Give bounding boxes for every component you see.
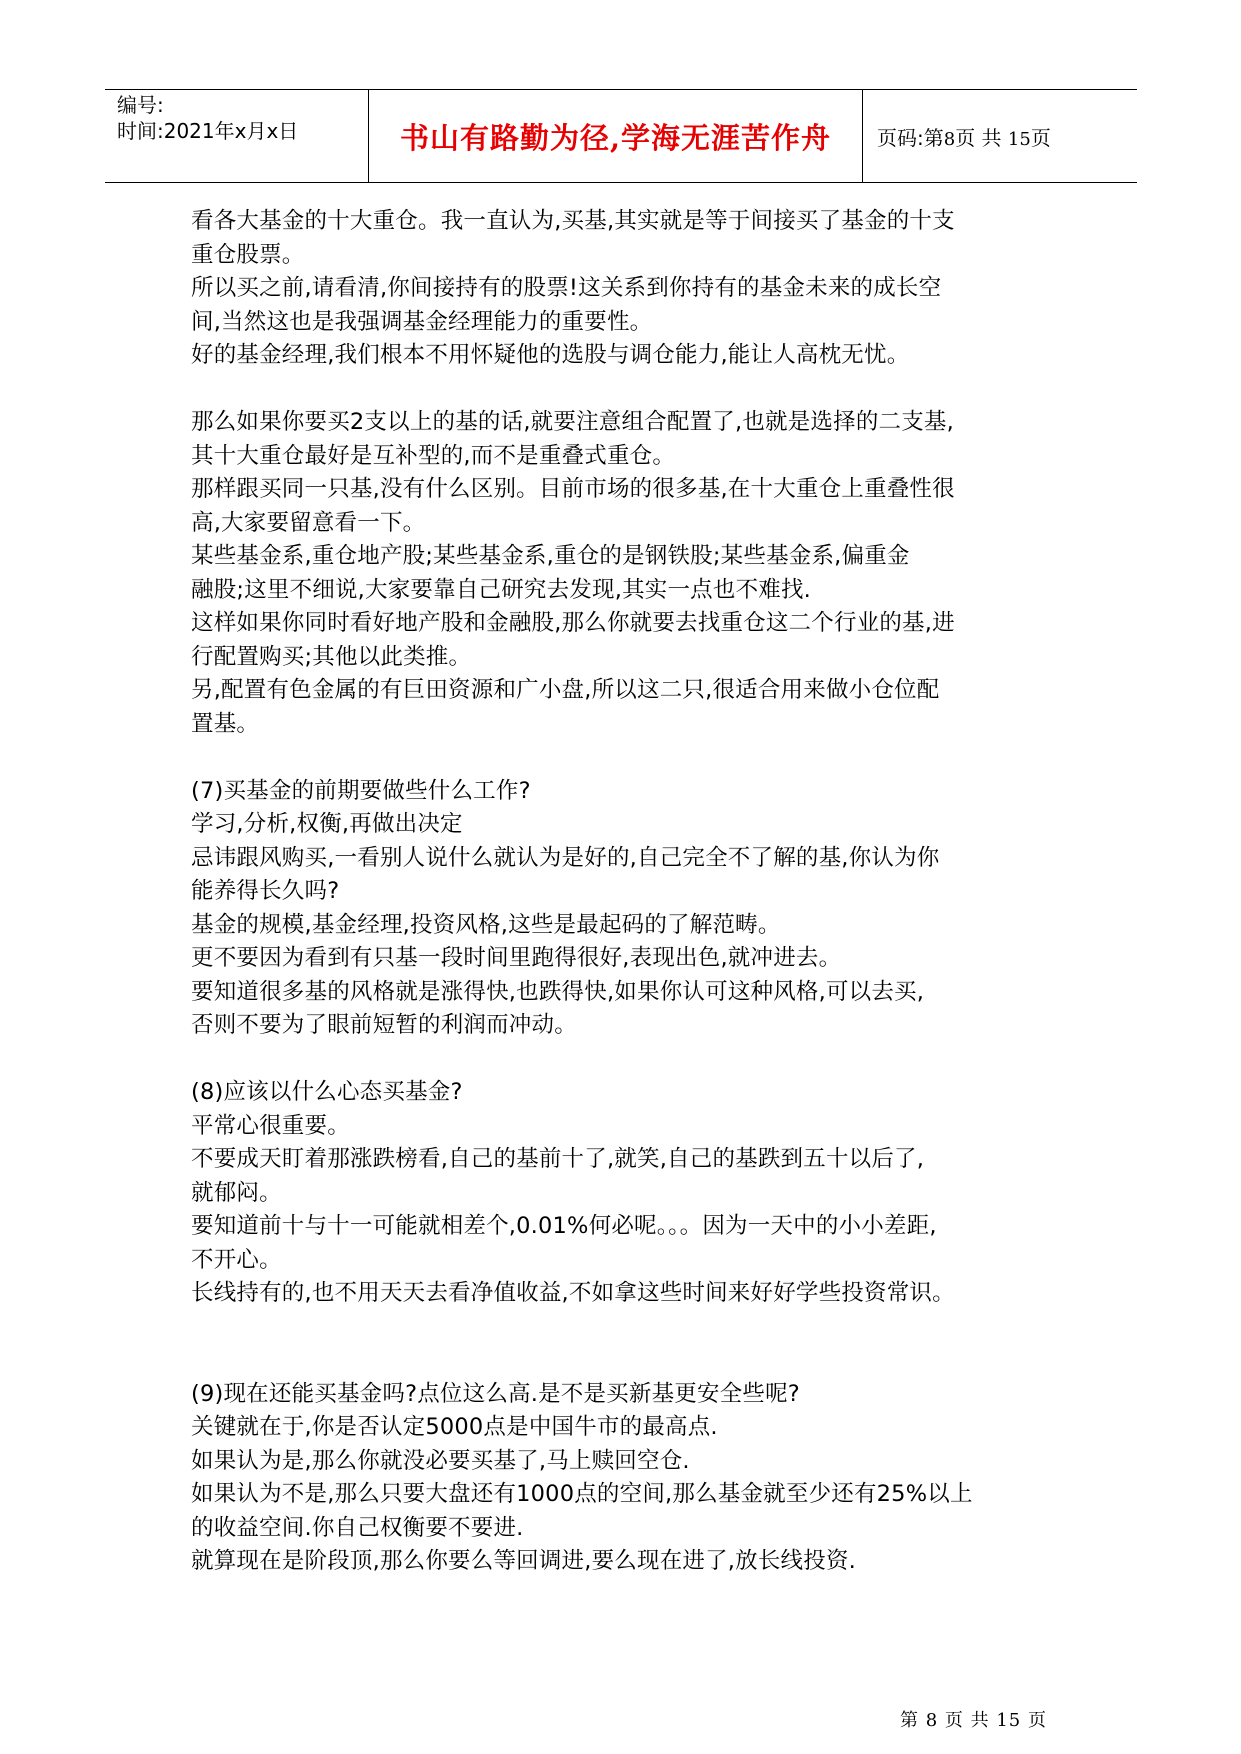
text-line: 这样如果你同时看好地产股和金融股,那么你就要去找重仓这二个行业的基,进 xyxy=(191,610,955,636)
text-line: 其十大重仓最好是互补型的,而不是重叠式重仓。 xyxy=(191,442,676,469)
page-mid: 页 共 xyxy=(955,126,1002,150)
text-line: 更不要因为看到有只基一段时间里跑得很好,表现出色,就冲进去。 xyxy=(191,945,842,971)
text-line: 平常心很重要。 xyxy=(191,1112,350,1139)
text-line: 如果认为是,那么你就没必要买基了,马上赎回空仓. xyxy=(191,1447,690,1474)
text-line: 否则不要为了眼前短暂的利润而冲动。 xyxy=(191,1012,577,1038)
text-line: (7)买基金的前期要做些什么工作? xyxy=(191,777,531,804)
header-motto-cell xyxy=(369,90,863,182)
text-line: 重仓股票。 xyxy=(191,241,305,268)
blank-line xyxy=(191,1043,1071,1077)
text-line: 能养得长久吗? xyxy=(191,878,340,904)
header-page-number xyxy=(877,125,1051,153)
text-line: 关键就在于,你是否认定5000点是中国牛市的最高点. xyxy=(191,1414,718,1440)
text-line: (9)现在还能买基金吗?点位这么高.是不是买新基更安全些呢? xyxy=(191,1380,800,1407)
text-line: 长线持有的,也不用天天去看净值收益,不如拿这些时间来好好学些投资常识。 xyxy=(191,1280,955,1306)
text-line: 行配置购买;其他以此类推。 xyxy=(191,643,472,670)
blank-line xyxy=(191,1344,1071,1378)
blank-line xyxy=(191,1311,1071,1345)
header-info-cell xyxy=(105,90,369,182)
page-total: 15 xyxy=(1007,129,1031,150)
text-line: 学习,分析,权衡,再做出决定 xyxy=(191,811,463,837)
text-line: 就算现在是阶段顶,那么你要么等回调进,要么现在进了,放长线投资. xyxy=(191,1548,857,1574)
text-line: 所以买之前,请看清,你间接持有的股票!这关系到你持有的基金未来的成长空 xyxy=(191,275,942,301)
page-footer: 第 8 页 共 15 页 xyxy=(900,1710,1047,1731)
text-line: 那样跟买同一只基,没有什么区别。目前市场的很多基,在十大重仓上重叠性很 xyxy=(191,476,955,502)
text-line: 就郁闷。 xyxy=(191,1179,282,1206)
blank-line xyxy=(191,741,1071,775)
text-line: 基金的规模,基金经理,投资风格,这些是最起码的了解范畴。 xyxy=(191,911,781,938)
header-page-cell xyxy=(863,90,1137,182)
text-line: 如果认为不是,那么只要大盘还有1000点的空间,那么基金就至少还有25%以上 xyxy=(191,1481,973,1507)
text-line: 高,大家要留意看一下。 xyxy=(191,509,426,536)
text-line: 要知道前十与十一可能就相差个,0.01%何必呢。。。因为一天中的小小差距, xyxy=(191,1213,937,1239)
text-line: 忌讳跟风购买,一看别人说什么就认为是好的,自己完全不了解的基,你认为你 xyxy=(191,844,940,871)
text-line: 融股;这里不细说,大家要靠自己研究去发现,其实一点也不难找. xyxy=(191,576,812,603)
header-motto: 书山有路勤为径,学海无涯苦作舟 xyxy=(399,121,832,155)
body-text xyxy=(191,205,1071,1579)
text-line: 不要成天盯着那涨跌榜看,自己的基前十了,就笑,自己的基跌到五十以后了, xyxy=(191,1146,925,1172)
blank-line xyxy=(191,373,1071,407)
text-line: 那么如果你要买2支以上的基的话,就要注意组合配置了,也就是选择的二支基, xyxy=(191,409,954,435)
text-line: 某些基金系,重仓地产股;某些基金系,重仓的是钢铁股;某些基金系,偏重金 xyxy=(191,543,910,569)
text-line: 好的基金经理,我们根本不用怀疑他的选股与调仓能力,能让人高枕无忧。 xyxy=(191,342,910,368)
text-line: 不开心。 xyxy=(191,1246,282,1273)
document-time-label: 时间:2021年x月x日 xyxy=(117,119,299,143)
text-line: 另,配置有色金属的有巨田资源和广小盘,所以这二只,很适合用来做小仓位配 xyxy=(191,677,940,703)
text-line: 置基。 xyxy=(191,710,260,737)
text-line: 间,当然这也是我强调基金经理能力的重要性。 xyxy=(191,308,653,335)
page-suffix: 页 xyxy=(1030,126,1051,150)
text-line: 看各大基金的十大重仓。我一直认为,买基,其实就是等于间接买了基金的十支 xyxy=(191,208,955,234)
document-number-label: 编号: xyxy=(117,93,164,117)
text-line: 要知道很多基的风格就是涨得快,也跌得快,如果你认可这种风格,可以去买, xyxy=(191,978,925,1005)
page-current: 8 xyxy=(943,129,956,150)
page-header xyxy=(105,89,1137,183)
page-prefix: 页码:第 xyxy=(877,126,944,150)
text-line: (8)应该以什么心态买基金? xyxy=(191,1079,463,1105)
text-line: 的收益空间.你自己权衡要不要进. xyxy=(191,1514,524,1541)
